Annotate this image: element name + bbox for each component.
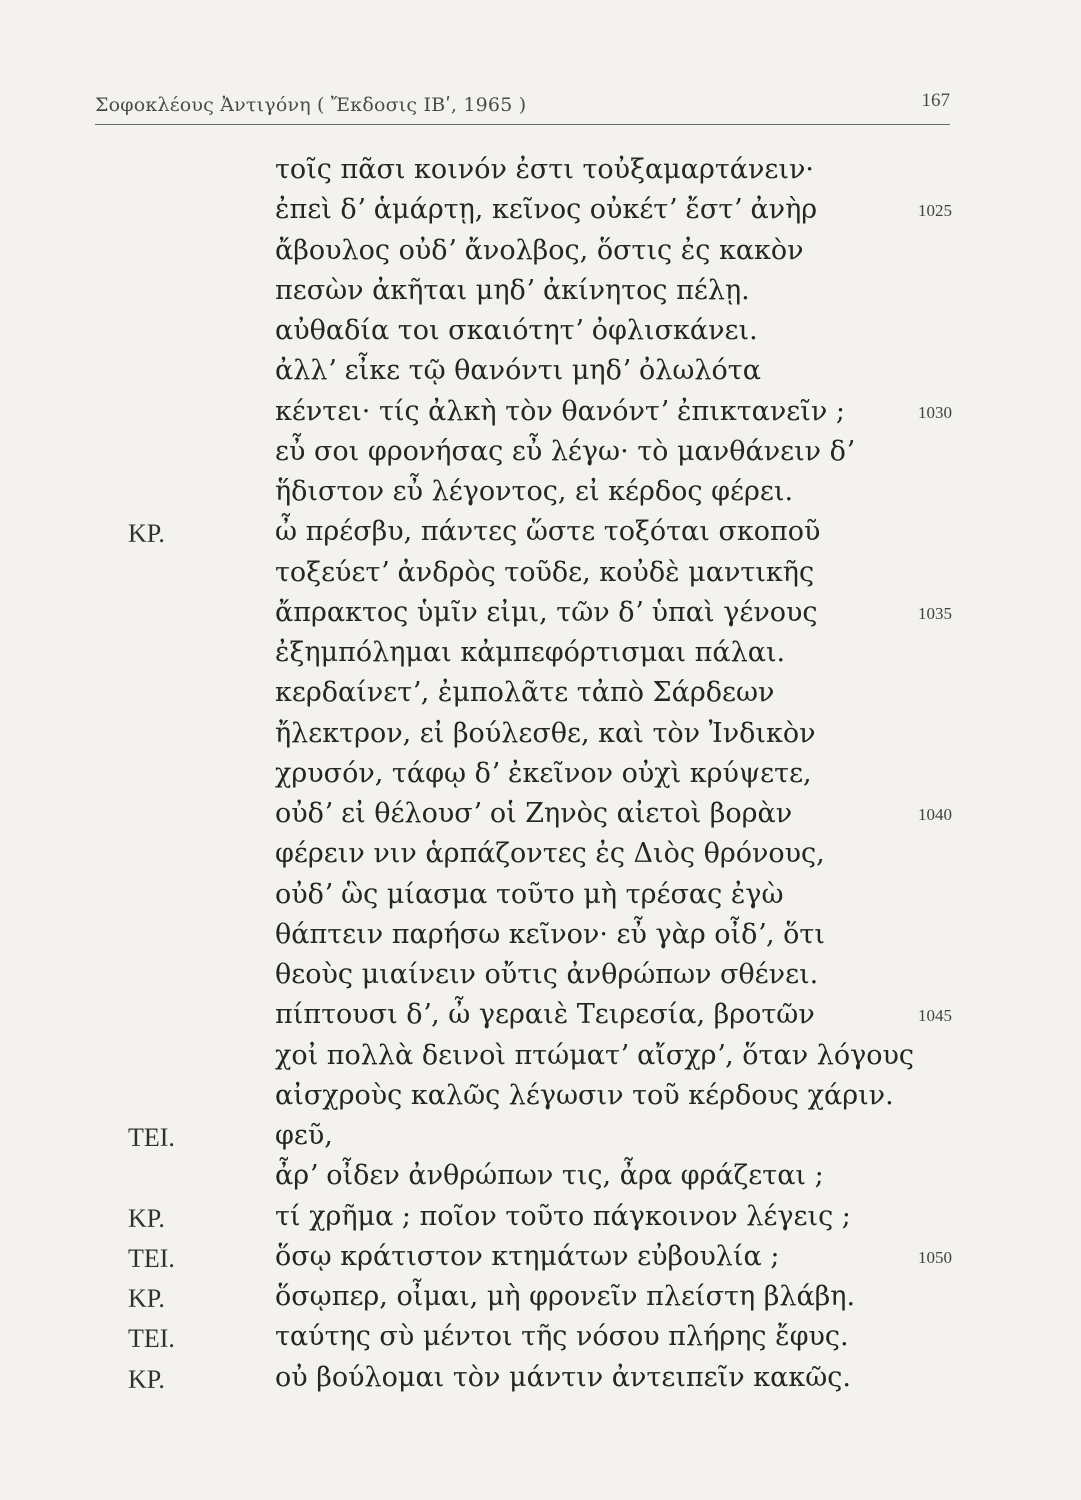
- verse-line: [0, 1078, 1081, 1118]
- line-number: 1050: [918, 1247, 952, 1267]
- verse-text-line: πίπτουσι δʼ, ὦ γεραιὲ Τειρεσία, βροτῶν: [275, 999, 815, 1031]
- verse-line: [0, 836, 1081, 876]
- verse-text-line: ἤλεκτρον, εἰ βούλεσθε, καὶ τὸν Ἰνδικὸν: [275, 717, 816, 749]
- line-number: 1030: [918, 402, 952, 422]
- verse-text-line: τοξεύετʼ ἀνδρὸς τοῦδε, κοὐδὲ μαντικῆς: [275, 556, 815, 588]
- verse-line: [0, 394, 1081, 434]
- verse-text-line: φεῦ,: [275, 1120, 333, 1151]
- speaker-label: ΚΡ.: [128, 1284, 165, 1313]
- verse-line: [0, 353, 1081, 393]
- speaker-label: ΚΡ.: [128, 1203, 165, 1233]
- speaker-label: ΚΡ.: [128, 519, 165, 549]
- verse-line: [0, 957, 1081, 997]
- verse-line: [0, 233, 1081, 273]
- verse-text-line: αἰσχροὺς καλῶς λέγωσιν τοῦ κέρδους χάριν.: [275, 1079, 894, 1111]
- verse-line: [0, 555, 1081, 595]
- verse-line: [0, 1239, 1081, 1279]
- speaker-label: ΤΕΙ.: [128, 1123, 175, 1152]
- line-number: 1025: [918, 201, 952, 221]
- verse-line: [0, 192, 1081, 232]
- verse-text-line: ὅσῳ κράτιστον κτημάτων εὐβουλία ;: [275, 1240, 780, 1272]
- verse-line: [0, 273, 1081, 313]
- verse-text-line: ὅσῳπερ, οἶμαι, μὴ φρονεῖν πλείστη βλάβη.: [275, 1281, 856, 1312]
- verse-text-line: ἄπρακτος ὑμῖν εἰμι, τῶν δʼ ὑπαὶ γένους: [275, 596, 818, 628]
- verse-text-line: ἀλλʼ εἶκε τῷ θανόντι μηδʼ ὀλωλότα: [275, 355, 761, 387]
- verse-text-line: οὐ βούλομαι τὸν μάντιν ἀντειπεῖν κακῶς.: [275, 1361, 851, 1393]
- verse-text-line: τί χρῆμα ; ποῖον τοῦτο πάγκοινον λέγεις ;: [275, 1200, 851, 1232]
- verse-line: [0, 1118, 1081, 1158]
- verse-line: [0, 1319, 1081, 1359]
- verse-line: [0, 434, 1081, 474]
- verse-text-line: ἐξημπόλημαι κἀμπεφόρτισμαι πάλαι.: [275, 637, 786, 668]
- verse-text-line: ἄβουλος οὐδʼ ἄνολβος, ὅστις ἐς κακὸν: [275, 234, 804, 266]
- verse-text-line: ἐπεὶ δʼ ἁμάρτῃ, κεῖνος οὐκέτʼ ἔστʼ ἀνὴρ: [275, 194, 818, 226]
- verse-text-line: θεοὺς μιαίνειν οὔτις ἀνθρώπων σθένει.: [275, 959, 819, 990]
- verse-line: [0, 514, 1081, 554]
- verse-line: [0, 1199, 1081, 1239]
- verse-text-line: χρυσόν, τάφῳ δʼ ἐκεῖνον οὐχὶ κρύψετε,: [275, 757, 812, 789]
- verse-text-line: ταύτης σὺ μέντοι τῆς νόσου πλήρης ἔφυς.: [275, 1321, 849, 1353]
- verse-line: [0, 474, 1081, 514]
- verse-text-line: ἥδιστον εὖ λέγοντος, εἰ κέρδος φέρει.: [275, 476, 794, 507]
- verse-text-line: κέντει· τίς ἀλκὴ τὸν θανόντʼ ἐπικτανεῖν ;: [275, 395, 845, 427]
- verse-line: [0, 917, 1081, 957]
- verse-line: [0, 1279, 1081, 1319]
- verse-line: [0, 595, 1081, 635]
- verse-text-line: οὐδʼ εἰ θέλουσʼ οἱ Ζηνὸς αἰετοὶ βορὰν: [275, 798, 793, 829]
- verse-line: [0, 313, 1081, 353]
- page-number: 167: [921, 90, 950, 111]
- verse-line: [0, 716, 1081, 756]
- verse-line: [0, 1158, 1081, 1198]
- verse-text-line: ἆρʼ οἶδεν ἀνθρώπων τις, ἆρα φράζεται ;: [275, 1160, 824, 1192]
- speaker-label: ΤΕΙ.: [128, 1243, 175, 1273]
- verse-line: [0, 877, 1081, 917]
- verse-text-line: χοἰ πολλὰ δεινοὶ πτώματʼ αἴσχρʼ, ὅταν λόγους: [275, 1039, 915, 1071]
- verse-line: [0, 997, 1081, 1037]
- line-number: 1035: [918, 603, 952, 623]
- verse-line: [0, 675, 1081, 715]
- verse-text-line: ὦ πρέσβυ, πάντες ὥστε τοξόται σκοποῦ: [275, 516, 821, 548]
- verse-line: [0, 152, 1081, 192]
- line-number: 1040: [918, 805, 952, 824]
- verse-line: [0, 635, 1081, 675]
- verse-text-line: αὐθαδία τοι σκαιότητʼ ὀφλισκάνει.: [275, 315, 758, 346]
- verse-text-line: φέρειν νιν ἁρπάζοντες ἐς Διὸς θρόνους,: [275, 838, 825, 870]
- verse-text-line: εὖ σοι φρονήσας εὖ λέγω· τὸ μανθάνειν δʼ: [275, 435, 855, 467]
- verse-text-line: θάπτειν παρήσω κεῖνον· εὖ γὰρ οἶδʼ, ὅτι: [275, 918, 825, 950]
- verse-text-line: τοῖς πᾶσι κοινόν ἐστι τοὐξαμαρτάνειν·: [275, 154, 814, 185]
- verse-line: [0, 1360, 1081, 1400]
- speaker-label: ΚΡ.: [128, 1364, 165, 1394]
- verse-text-line: οὐδʼ ὣς μίασμα τοῦτο μὴ τρέσας ἐγὼ: [275, 878, 784, 910]
- verse-line: [0, 1038, 1081, 1078]
- line-number: 1045: [918, 1006, 952, 1026]
- speaker-label: ΤΕΙ.: [128, 1324, 175, 1354]
- verse-line: [0, 756, 1081, 796]
- header-title: Σοφοκλέους Ἀντιγόνη ( Ἔκδοσις ΙΒʹ, 1965 ): [95, 94, 527, 116]
- verse-text-line: κερδαίνετʼ, ἐμπολᾶτε τἀπὸ Σάρδεων: [275, 677, 775, 709]
- verse-line: [0, 796, 1081, 836]
- verse-text-line: πεσὼν ἀκῆται μηδʼ ἀκίνητος πέλῃ.: [275, 274, 750, 306]
